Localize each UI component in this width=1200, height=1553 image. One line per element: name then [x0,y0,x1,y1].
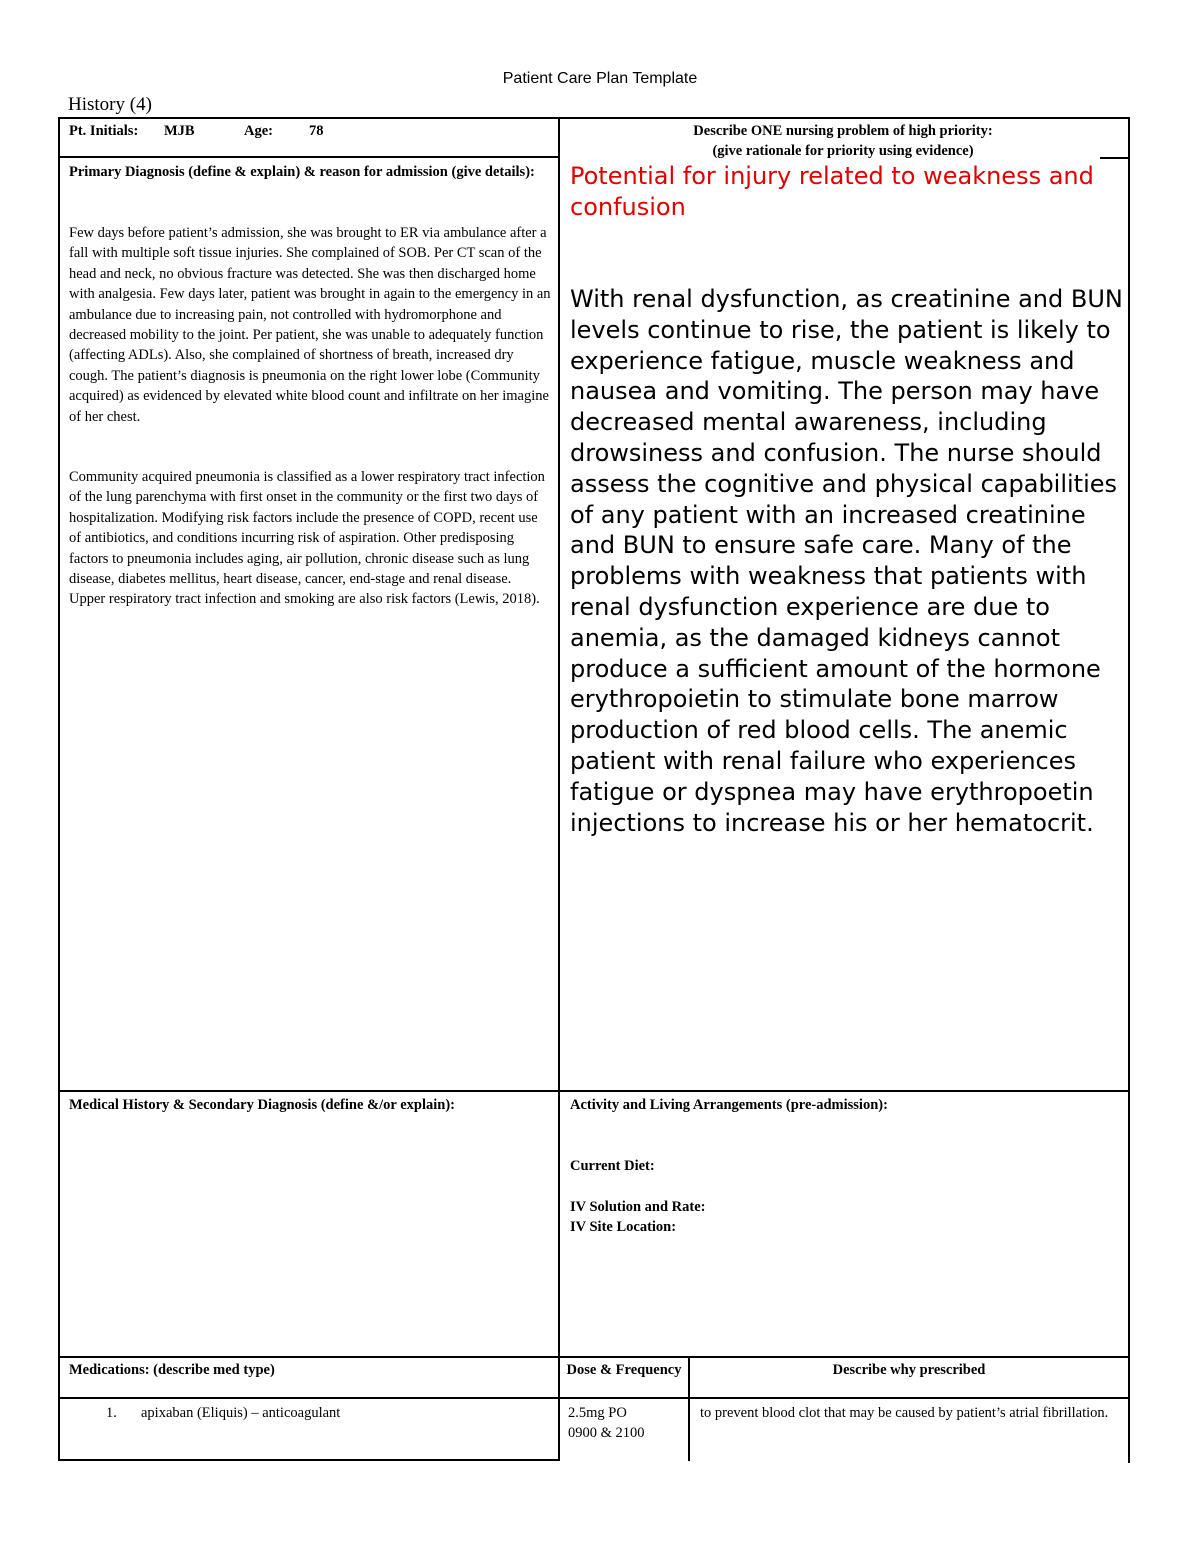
primary-diagnosis-paragraph-1: Few days before patient’s admission, she was brought to ER via ambulance after a fall with multiple soft tissue injuries. She complained of SOB. Per CT scan of the head and neck, no obvious fracture was detected. She was then discharged home with analgesia. Few days later, patient was brought in again to the emergency in an ambulance due to increasing pain, not controlled with hydromorphone and decreased mobility to the joint. Per patient, she was unable to adequately function (affecting ADLs). Also, she complained of shortness of breath, increased dry cough. The patient’s diagnosis is pneumonia on the right lower lobe (Community acquired) as evidenced by elevated white blood count and infiltrate on her imagine of her chest. [69,225,551,425]
dose-frequency-heading: Dose & Frequency [566,1362,682,1378]
nursing-problem-heading: Describe ONE nursing problem of high priority: [693,123,993,139]
table-top-border [58,117,1130,119]
patient-initials-label: Pt. Initials: [69,123,139,139]
patient-age-value: 78 [309,123,324,139]
row-divider-medications [58,1356,1130,1358]
why-prescribed-heading: Describe why prescribed [832,1362,986,1378]
medication-name: apixaban (Eliquis) – anticoagulant [141,1405,341,1421]
row-divider-initials [58,156,560,158]
page-title: Patient Care Plan Template [502,70,698,87]
primary-diagnosis-heading: Primary Diagnosis (define & explain) & reason for admission (give details): [69,164,535,180]
nursing-problem-rationale: With renal dysfunction, as creatinine and BUN levels continue to rise, the patient is likely to experience fatigue, muscle weakness and nausea and vomiting. The person may have decreased mental awareness, including drowsiness and confusion. The nurse should assess the cognitive and physical capabilities of any patient with an increased creatinine and BUN to ensure safe care. Many of the problems with weakness that patients with renal dysfunction experience are due to anemia, as the damaged kidneys cannot produce a sufficient amount of the hormone erythropoietin to stimulate bone marrow production of red blood cells. The anemic patient with renal failure who experiences fatigue or dyspnea may have erythropoetin injections to increase his or her hematocrit. [570,285,1123,837]
row-divider-med-items [58,1397,1130,1399]
column-divider-dose [688,1356,690,1461]
current-diet-label: Current Diet: [570,1158,655,1174]
patient-age-label: Age: [244,123,273,139]
medications-heading: Medications: (describe med type) [69,1362,275,1378]
column-divider-main [558,117,560,1461]
medical-history-heading: Medical History & Secondary Diagnosis (define &/or explain): [69,1097,455,1113]
section-heading: History (4) [68,94,152,115]
medication-why: to prevent blood clot that may be caused by patient’s atrial fibrillation. [700,1405,1109,1421]
iv-solution-label: IV Solution and Rate: [570,1199,706,1215]
row-divider-history [58,1090,1130,1092]
nursing-problem-subheading: (give rationale for priority using evidence) [712,143,974,159]
medication-number: 1. [106,1405,117,1421]
table-bottom-border [58,1459,560,1461]
medication-dose: 2.5mg PO 0900 & 2100 [568,1405,645,1442]
nursing-problem-statement: Potential for injury related to weakness and confusion [570,162,1094,221]
table-right-border [1128,117,1130,1463]
iv-site-label: IV Site Location: [570,1219,677,1235]
table-left-border [58,117,60,1461]
primary-diagnosis-paragraph-2: Community acquired pneumonia is classified as a lower respiratory tract infection of the lung parenchyma with first onset in the community or the first two days of hospitalization. Modifying risk factors include the presence of COPD, recent use of antibiotics, and conditions incurring risk of aspiration. Other predisposing factors to pneumonia includes aging, air pollution, chronic disease such as lung disease, diabetes mellitus, heart disease, cancer, end-stage and renal disease. Upper respiratory tract infection and smoking are also risk factors (Lewis, 2018). [69,469,545,608]
patient-initials-value: MJB [164,123,195,139]
activity-heading: Activity and Living Arrangements (pre-admission): [570,1097,888,1113]
